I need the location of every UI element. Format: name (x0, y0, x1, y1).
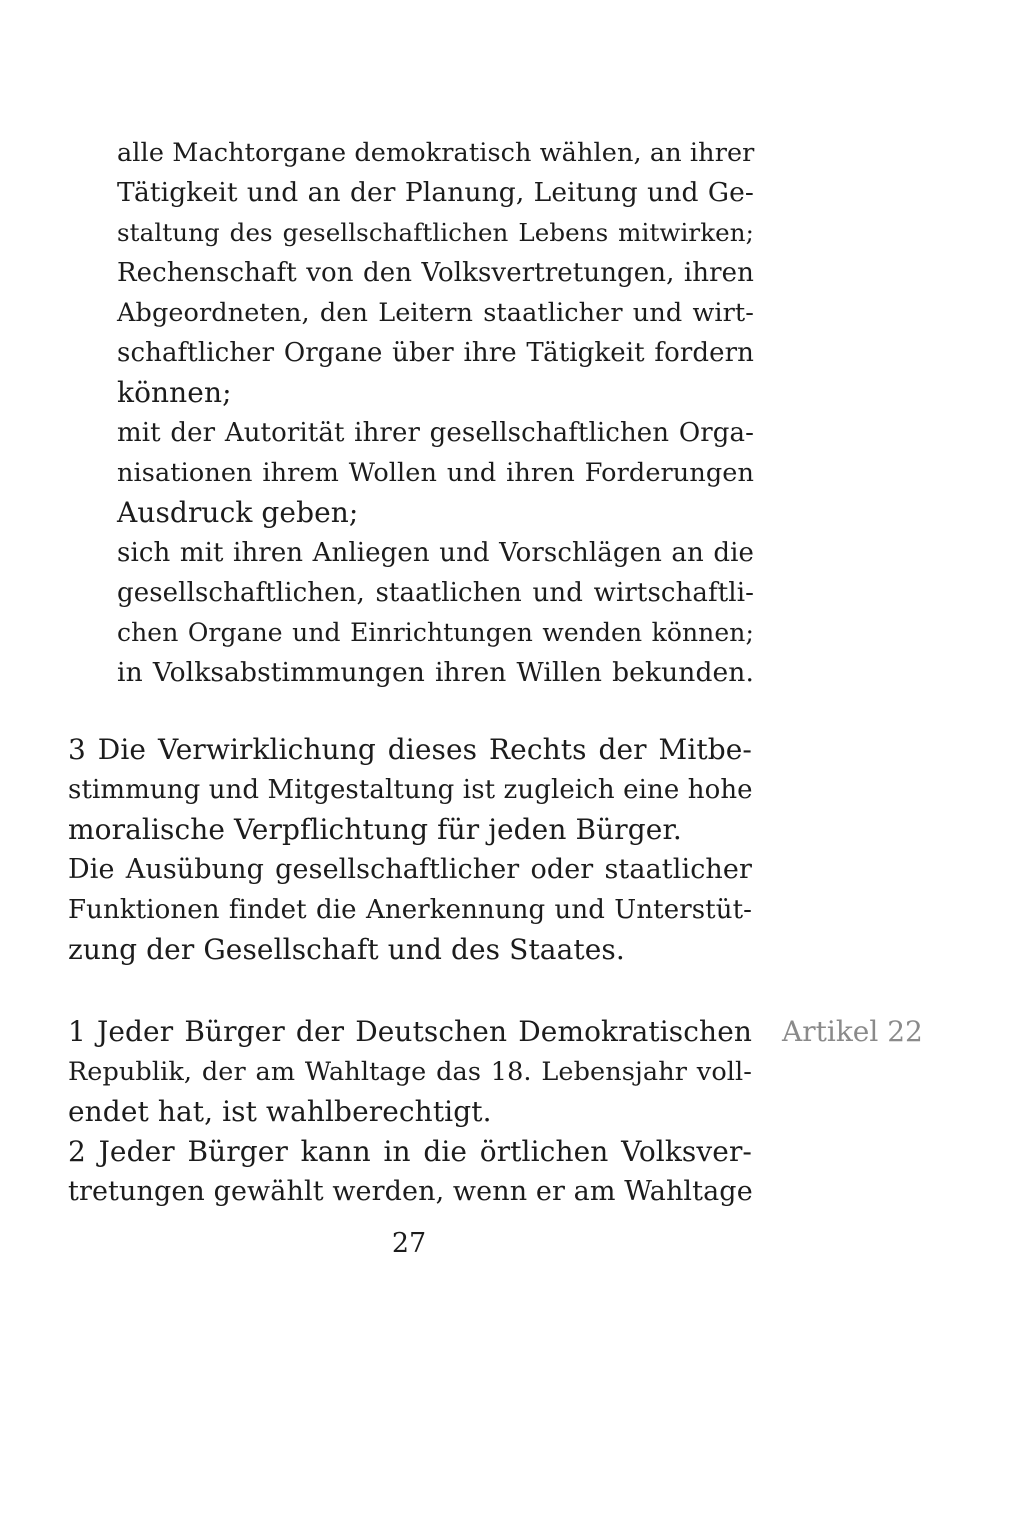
text-line: sich mit ihren Anliegen und Vorschlägen an die (117, 538, 754, 568)
paragraph-3-line: zung der Gesellschaft und des Staates. (68, 933, 625, 966)
article-22-line: endet hat, ist wahlberechtigt. (68, 1095, 492, 1128)
article-22-line: 1 Jeder Bürger der Deutschen Demokratischen (68, 1015, 752, 1048)
text-line: gesellschaftlichen, staatlichen und wirtschaftli- (117, 578, 754, 608)
text-line: Ausdruck geben; (117, 496, 359, 529)
text-line: mit der Autorität ihrer gesellschaftlichen Orga- (117, 418, 754, 448)
paragraph-3-line: 3 Die Verwirklichung dieses Rechts der Mitbe- (68, 733, 752, 766)
article-22-line: 2 Jeder Bürger kann in die örtlichen Volksver- (68, 1135, 752, 1168)
text-line: nisationen ihrem Wollen und ihren Forderungen (117, 458, 754, 488)
page-number: 27 (391, 1228, 427, 1259)
text-line: alle Machtorgane demokratisch wählen, an ihrer (117, 138, 755, 168)
text-line: Abgeordneten, den Leitern staatlicher und wirt- (117, 298, 754, 328)
paragraph-3-line: Funktionen findet die Anerkennung und Unterstüt- (68, 895, 752, 925)
text-line: chen Organe und Einrichtungen wenden können; (117, 618, 754, 647)
text-line: können; (117, 376, 232, 409)
article-22-line: tretungen gewählt werden, wenn er am Wahltage (68, 1176, 753, 1207)
paragraph-3-line: stimmung und Mitgestaltung ist zugleich eine hohe (68, 775, 753, 805)
paragraph-3-line: moralische Verpflichtung für jeden Bürger. (68, 813, 682, 846)
text-line: in Volksabstimmungen ihren Willen bekunden. (117, 657, 754, 688)
text-line: staltung des gesellschaftlichen Lebens mitwirken; (117, 218, 754, 247)
paragraph-3-line: Die Ausübung gesellschaftlicher oder staatlicher (68, 854, 752, 885)
text-line: Tätigkeit und an der Planung, Leitung und Ge- (117, 177, 754, 208)
text-line: schaftlicher Organe über ihre Tätigkeit fordern (117, 338, 754, 368)
text-line: Rechenschaft von den Volksvertretungen, ihren (117, 258, 754, 288)
article-22-line: Republik, der am Wahltage das 18. Lebensjahr voll- (68, 1057, 752, 1087)
article-label: Artikel 22 (782, 1015, 923, 1048)
